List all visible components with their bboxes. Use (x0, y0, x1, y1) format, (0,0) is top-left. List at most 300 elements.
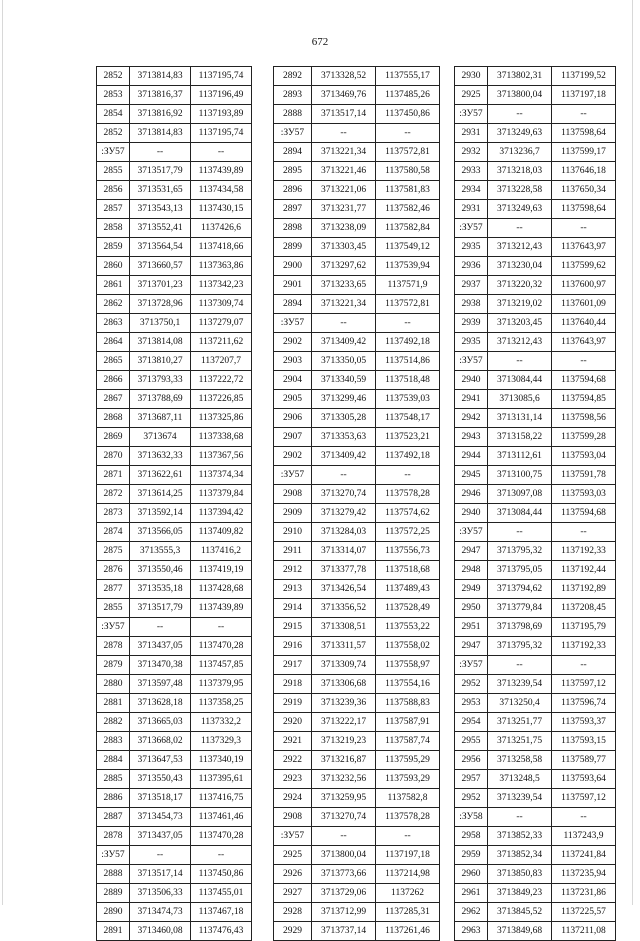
table-row (455, 789, 616, 808)
point-number-cell: 2863 (97, 314, 130, 333)
table-row (97, 637, 252, 656)
right-scan-edge (632, 0, 633, 905)
table-row (274, 808, 440, 827)
point-number-cell: 2912 (274, 561, 312, 580)
table-row (97, 618, 252, 637)
table-row (97, 257, 252, 276)
table-row (274, 599, 440, 618)
x-coordinate-cell: 3713100,75 (488, 466, 552, 485)
point-number-cell: 2895 (274, 162, 312, 181)
x-coordinate-cell: 3713470,38 (130, 656, 191, 675)
point-number-cell: 2860 (97, 257, 130, 276)
y-coordinate-cell: 1137409,82 (191, 523, 252, 542)
table-row (274, 181, 440, 200)
point-number-cell: 2947 (455, 542, 488, 561)
y-coordinate-cell: 1137558,02 (376, 637, 440, 656)
y-coordinate-cell: -- (376, 827, 440, 846)
y-coordinate-cell: 1137558,97 (376, 656, 440, 675)
table-row (274, 352, 440, 371)
y-coordinate-cell: 1137578,28 (376, 485, 440, 504)
point-number-cell: 2953 (455, 694, 488, 713)
table-row (97, 694, 252, 713)
x-coordinate-cell: -- (312, 466, 376, 485)
point-number-cell: 2856 (97, 181, 130, 200)
y-coordinate-cell: 1137593,64 (552, 770, 616, 789)
x-coordinate-cell: 3713535,18 (130, 580, 191, 599)
x-coordinate-cell: 3713231,77 (312, 200, 376, 219)
point-number-cell: 2889 (97, 884, 130, 903)
table-row (274, 276, 440, 295)
point-number-cell: 2955 (455, 732, 488, 751)
point-number-cell: 2905 (274, 390, 312, 409)
table-row (455, 276, 616, 295)
table-row (455, 770, 616, 789)
table-row (455, 580, 616, 599)
y-coordinate-cell: 1137430,15 (191, 200, 252, 219)
point-number-cell: 2872 (97, 485, 130, 504)
x-coordinate-cell: 3713258,58 (488, 751, 552, 770)
table-row (97, 200, 252, 219)
x-coordinate-cell: 3713852,33 (488, 827, 552, 846)
y-coordinate-cell: 1137211,62 (191, 333, 252, 352)
table-row (97, 181, 252, 200)
y-coordinate-cell: 1137595,29 (376, 751, 440, 770)
table-row (97, 86, 252, 105)
point-number-cell: 2935 (455, 238, 488, 257)
table-row (274, 67, 440, 86)
point-number-cell: 2950 (455, 599, 488, 618)
table-row (274, 751, 440, 770)
table-row (274, 143, 440, 162)
point-number-cell: 2911 (274, 542, 312, 561)
page-number: 672 (311, 36, 329, 48)
point-number-cell: 2915 (274, 618, 312, 637)
table-row (455, 428, 616, 447)
point-number-cell: 2908 (274, 808, 312, 827)
point-number-cell: 2896 (274, 181, 312, 200)
point-number-cell: 2937 (455, 276, 488, 295)
table-row (274, 618, 440, 637)
point-number-cell: 2938 (455, 295, 488, 314)
x-coordinate-cell: 3713251,75 (488, 732, 552, 751)
y-coordinate-cell: 1137554,16 (376, 675, 440, 694)
point-number-cell: 2890 (97, 903, 130, 922)
y-coordinate-cell: 1137467,18 (191, 903, 252, 922)
y-coordinate-cell: 1137262 (376, 884, 440, 903)
point-number-cell: 2883 (97, 732, 130, 751)
table-row (274, 466, 440, 485)
point-number-cell: 2852 (97, 124, 130, 143)
y-coordinate-cell: 1137528,49 (376, 599, 440, 618)
y-coordinate-cell: 1137358,25 (191, 694, 252, 713)
table-row (274, 656, 440, 675)
x-coordinate-cell: 3713248,5 (488, 770, 552, 789)
table-row (97, 238, 252, 257)
point-number-cell: 2963 (455, 922, 488, 941)
x-coordinate-cell: 3713816,37 (130, 86, 191, 105)
table-row (274, 219, 440, 238)
table-row (274, 789, 440, 808)
x-coordinate-cell: 3713305,28 (312, 409, 376, 428)
y-coordinate-cell: 1137514,86 (376, 352, 440, 371)
point-number-cell: 2936 (455, 257, 488, 276)
y-coordinate-cell: 1137461,46 (191, 808, 252, 827)
x-coordinate-cell: 3713750,1 (130, 314, 191, 333)
x-coordinate-cell: 3713795,05 (488, 561, 552, 580)
x-coordinate-cell: 3713232,56 (312, 770, 376, 789)
y-coordinate-cell: 1137597,12 (552, 789, 616, 808)
table-row (97, 143, 252, 162)
point-number-cell: 2932 (455, 143, 488, 162)
point-number-cell: :ЗУ57 (274, 314, 312, 333)
y-coordinate-cell: 1137549,12 (376, 238, 440, 257)
y-coordinate-cell: 1137582,8 (376, 789, 440, 808)
point-number-cell: 2921 (274, 732, 312, 751)
point-number-cell: 2857 (97, 200, 130, 219)
y-coordinate-cell: 1137587,74 (376, 732, 440, 751)
x-coordinate-cell: 3713212,43 (488, 238, 552, 257)
y-coordinate-cell: 1137367,56 (191, 447, 252, 466)
y-coordinate-cell: 1137285,31 (376, 903, 440, 922)
x-coordinate-cell: 3713328,52 (312, 67, 376, 86)
y-coordinate-cell: 1137241,84 (552, 846, 616, 865)
table-row (97, 732, 252, 751)
point-number-cell: 2910 (274, 523, 312, 542)
y-coordinate-cell: -- (552, 523, 616, 542)
table-row (455, 447, 616, 466)
table-row (97, 827, 252, 846)
x-coordinate-cell: 3713845,52 (488, 903, 552, 922)
point-number-cell: 2960 (455, 865, 488, 884)
x-coordinate-cell: 3713795,32 (488, 637, 552, 656)
table-row (455, 105, 616, 124)
x-coordinate-cell: 3713084,44 (488, 371, 552, 390)
point-number-cell: 2931 (455, 124, 488, 143)
y-coordinate-cell: -- (552, 352, 616, 371)
point-number-cell: 2878 (97, 637, 130, 656)
table-row (274, 257, 440, 276)
table-row (455, 504, 616, 523)
y-coordinate-cell: 1137225,57 (552, 903, 616, 922)
x-coordinate-cell: 3713531,65 (130, 181, 191, 200)
point-number-cell: 2873 (97, 504, 130, 523)
x-coordinate-cell: 3713517,14 (312, 105, 376, 124)
y-coordinate-cell: 1137450,86 (376, 105, 440, 124)
point-number-cell: 2894 (274, 295, 312, 314)
x-coordinate-cell: 3713340,59 (312, 371, 376, 390)
x-coordinate-cell: -- (488, 523, 552, 542)
table-row (97, 656, 252, 675)
point-number-cell: 2870 (97, 447, 130, 466)
y-coordinate-cell: 1137211,08 (552, 922, 616, 941)
table-row (455, 561, 616, 580)
point-number-cell: :ЗУ57 (455, 523, 488, 542)
x-coordinate-cell: 3713233,65 (312, 276, 376, 295)
table-row (455, 846, 616, 865)
table-row (97, 675, 252, 694)
table-row (455, 694, 616, 713)
x-coordinate-cell: 3713773,66 (312, 865, 376, 884)
point-number-cell: 2919 (274, 694, 312, 713)
point-number-cell: 2859 (97, 238, 130, 257)
x-coordinate-cell: 3713628,18 (130, 694, 191, 713)
x-coordinate-cell: 3713219,02 (488, 295, 552, 314)
y-coordinate-cell: 1137518,68 (376, 561, 440, 580)
x-coordinate-cell: 3713552,41 (130, 219, 191, 238)
table-row (455, 675, 616, 694)
x-coordinate-cell: 3713816,92 (130, 105, 191, 124)
point-number-cell: 2929 (274, 922, 312, 941)
y-coordinate-cell: 1137395,61 (191, 770, 252, 789)
x-coordinate-cell: 3713814,83 (130, 67, 191, 86)
y-coordinate-cell: 1137597,12 (552, 675, 616, 694)
x-coordinate-cell: 3713085,6 (488, 390, 552, 409)
table-row (97, 390, 252, 409)
y-coordinate-cell: 1137643,97 (552, 333, 616, 352)
table-row (274, 162, 440, 181)
point-number-cell: 2961 (455, 884, 488, 903)
point-number-cell: 2914 (274, 599, 312, 618)
x-coordinate-cell: -- (488, 808, 552, 827)
y-coordinate-cell: 1137555,17 (376, 67, 440, 86)
point-number-cell: 2861 (97, 276, 130, 295)
table-row (455, 884, 616, 903)
x-coordinate-cell: 3713221,06 (312, 181, 376, 200)
x-coordinate-cell: 3713314,07 (312, 542, 376, 561)
table-row (97, 428, 252, 447)
y-coordinate-cell: 1137329,3 (191, 732, 252, 751)
point-number-cell: 2892 (274, 67, 312, 86)
y-coordinate-cell: 1137434,58 (191, 181, 252, 200)
x-coordinate-cell: -- (488, 352, 552, 371)
point-number-cell: :ЗУ57 (455, 105, 488, 124)
x-coordinate-cell: -- (312, 827, 376, 846)
x-coordinate-cell: 3713517,79 (130, 162, 191, 181)
table-row (455, 219, 616, 238)
table-row (274, 675, 440, 694)
x-coordinate-cell: 3713303,45 (312, 238, 376, 257)
x-coordinate-cell: 3713660,57 (130, 257, 191, 276)
point-number-cell: 2942 (455, 409, 488, 428)
table-row (274, 86, 440, 105)
y-coordinate-cell: 1137394,42 (191, 504, 252, 523)
x-coordinate-cell: 3713236,7 (488, 143, 552, 162)
x-coordinate-cell: 3713592,14 (130, 504, 191, 523)
x-coordinate-cell: 3713309,74 (312, 656, 376, 675)
x-coordinate-cell: 3713701,23 (130, 276, 191, 295)
table-row (274, 580, 440, 599)
x-coordinate-cell: 3713674 (130, 428, 191, 447)
x-coordinate-cell: 3713437,05 (130, 637, 191, 656)
x-coordinate-cell: 3713518,17 (130, 789, 191, 808)
point-number-cell: 2933 (455, 162, 488, 181)
y-coordinate-cell: 1137195,79 (552, 618, 616, 637)
x-coordinate-cell: 3713239,54 (488, 675, 552, 694)
point-number-cell: 2891 (97, 922, 130, 941)
table-row (455, 238, 616, 257)
y-coordinate-cell: 1137450,86 (191, 865, 252, 884)
table-row (97, 371, 252, 390)
y-coordinate-cell: 1137574,62 (376, 504, 440, 523)
point-number-cell: 2902 (274, 333, 312, 352)
y-coordinate-cell: -- (191, 618, 252, 637)
x-coordinate-cell: 3713238,09 (312, 219, 376, 238)
table-row (97, 542, 252, 561)
point-number-cell: 2874 (97, 523, 130, 542)
table-row (97, 314, 252, 333)
y-coordinate-cell: 1137582,46 (376, 200, 440, 219)
x-coordinate-cell: 3713356,52 (312, 599, 376, 618)
y-coordinate-cell: 1137640,44 (552, 314, 616, 333)
table-row (274, 105, 440, 124)
table-row (274, 922, 440, 941)
table-row (274, 865, 440, 884)
y-coordinate-cell: 1137489,43 (376, 580, 440, 599)
point-number-cell: 2867 (97, 390, 130, 409)
x-coordinate-cell: 3713550,46 (130, 561, 191, 580)
y-coordinate-cell: 1137594,68 (552, 371, 616, 390)
table-row (455, 162, 616, 181)
y-coordinate-cell: 1137589,77 (552, 751, 616, 770)
x-coordinate-cell: 3713426,54 (312, 580, 376, 599)
y-coordinate-cell: -- (552, 656, 616, 675)
y-coordinate-cell: 1137539,94 (376, 257, 440, 276)
x-coordinate-cell: 3713665,03 (130, 713, 191, 732)
point-number-cell: 2951 (455, 618, 488, 637)
point-number-cell: :ЗУ57 (274, 124, 312, 143)
table-row (97, 922, 252, 941)
table-row (274, 694, 440, 713)
table-row (97, 67, 252, 86)
point-number-cell: :ЗУ57 (455, 656, 488, 675)
table-row (455, 865, 616, 884)
point-number-cell: 2893 (274, 86, 312, 105)
x-coordinate-cell: 3713284,03 (312, 523, 376, 542)
x-coordinate-cell: 3713249,63 (488, 124, 552, 143)
point-number-cell: 2852 (97, 67, 130, 86)
y-coordinate-cell: 1137235,94 (552, 865, 616, 884)
x-coordinate-cell: -- (130, 846, 191, 865)
y-coordinate-cell: 1137261,46 (376, 922, 440, 941)
y-coordinate-cell: 1137598,64 (552, 124, 616, 143)
x-coordinate-cell: 3713850,83 (488, 865, 552, 884)
y-coordinate-cell: 1137428,68 (191, 580, 252, 599)
point-number-cell: 2956 (455, 751, 488, 770)
point-number-cell: 2865 (97, 352, 130, 371)
x-coordinate-cell: 3713279,42 (312, 504, 376, 523)
y-coordinate-cell: 1137192,89 (552, 580, 616, 599)
y-coordinate-cell: 1137470,28 (191, 637, 252, 656)
point-number-cell: 2866 (97, 371, 130, 390)
y-coordinate-cell: -- (376, 466, 440, 485)
y-coordinate-cell: 1137309,74 (191, 295, 252, 314)
table-row (97, 523, 252, 542)
y-coordinate-cell: 1137222,72 (191, 371, 252, 390)
y-coordinate-cell: 1137416,2 (191, 542, 252, 561)
y-coordinate-cell: 1137600,97 (552, 276, 616, 295)
x-coordinate-cell: 3713852,34 (488, 846, 552, 865)
x-coordinate-cell: -- (488, 105, 552, 124)
x-coordinate-cell: 3713564,54 (130, 238, 191, 257)
table-row (455, 618, 616, 637)
point-number-cell: 2930 (455, 67, 488, 86)
point-number-cell: 2853 (97, 86, 130, 105)
point-number-cell: 2934 (455, 181, 488, 200)
point-number-cell: 2922 (274, 751, 312, 770)
x-coordinate-cell: 3713221,34 (312, 143, 376, 162)
y-coordinate-cell: 1137226,85 (191, 390, 252, 409)
y-coordinate-cell: 1137571,9 (376, 276, 440, 295)
x-coordinate-cell: 3713632,33 (130, 447, 191, 466)
table-row (455, 67, 616, 86)
x-coordinate-cell: 3713270,74 (312, 808, 376, 827)
x-coordinate-cell: 3713622,61 (130, 466, 191, 485)
table-row (455, 181, 616, 200)
x-coordinate-cell: 3713849,23 (488, 884, 552, 903)
table-row (274, 827, 440, 846)
y-coordinate-cell: 1137197,18 (376, 846, 440, 865)
point-number-cell: 2952 (455, 675, 488, 694)
x-coordinate-cell: 3713802,31 (488, 67, 552, 86)
x-coordinate-cell: 3713239,54 (488, 789, 552, 808)
x-coordinate-cell: 3713566,05 (130, 523, 191, 542)
table-row (455, 257, 616, 276)
table-row (455, 903, 616, 922)
table-row (274, 846, 440, 865)
point-number-cell: 2941 (455, 390, 488, 409)
table-row (455, 352, 616, 371)
x-coordinate-cell: 3713249,63 (488, 200, 552, 219)
y-coordinate-cell: 1137594,68 (552, 504, 616, 523)
y-coordinate-cell: 1137598,64 (552, 200, 616, 219)
point-number-cell: 2855 (97, 599, 130, 618)
y-coordinate-cell: 1137195,74 (191, 67, 252, 86)
table-row (455, 713, 616, 732)
x-coordinate-cell: 3713474,73 (130, 903, 191, 922)
point-number-cell: 2899 (274, 238, 312, 257)
point-number-cell: :ЗУ57 (274, 466, 312, 485)
x-coordinate-cell: 3713353,63 (312, 428, 376, 447)
y-coordinate-cell: 1137418,66 (191, 238, 252, 257)
table-row (455, 523, 616, 542)
x-coordinate-cell: 3713222,17 (312, 713, 376, 732)
x-coordinate-cell: 3713614,25 (130, 485, 191, 504)
y-coordinate-cell: -- (552, 105, 616, 124)
x-coordinate-cell: 3713793,33 (130, 371, 191, 390)
table-row (274, 238, 440, 257)
point-number-cell: 2882 (97, 713, 130, 732)
y-coordinate-cell: 1137195,74 (191, 124, 252, 143)
x-coordinate-cell: 3713814,08 (130, 333, 191, 352)
point-number-cell: 2888 (97, 865, 130, 884)
y-coordinate-cell: 1137192,44 (552, 561, 616, 580)
point-number-cell: 2952 (455, 789, 488, 808)
point-number-cell: 2927 (274, 884, 312, 903)
point-number-cell: 2943 (455, 428, 488, 447)
y-coordinate-cell: 1137231,86 (552, 884, 616, 903)
point-number-cell: 2884 (97, 751, 130, 770)
y-coordinate-cell: 1137208,45 (552, 599, 616, 618)
table-row (274, 409, 440, 428)
y-coordinate-cell: 1137439,89 (191, 599, 252, 618)
y-coordinate-cell: 1137596,74 (552, 694, 616, 713)
y-coordinate-cell: 1137548,17 (376, 409, 440, 428)
point-number-cell: 2858 (97, 219, 130, 238)
table-row (455, 86, 616, 105)
table-row (97, 808, 252, 827)
point-number-cell: :ЗУ58 (455, 808, 488, 827)
table-row (97, 599, 252, 618)
